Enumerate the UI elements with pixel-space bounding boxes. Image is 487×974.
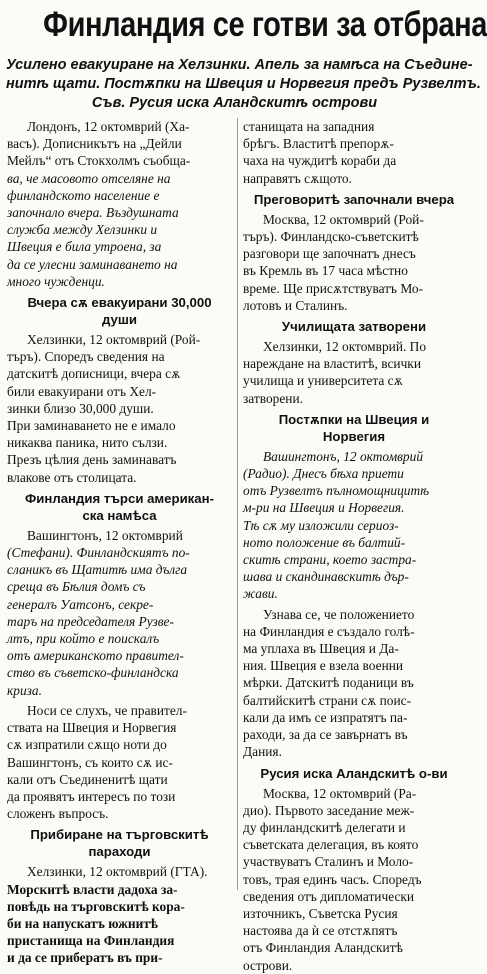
- text-line: датскитѣ дописници, вчера сѫ: [7, 366, 181, 382]
- text-line: Узнава се, че положението: [263, 606, 415, 622]
- text-line: острови.: [243, 957, 293, 973]
- intro-paragraph: [7, 118, 232, 290]
- title-line: Норвегия: [322, 428, 386, 444]
- text-line: ния. Швеция е взела военни: [243, 658, 404, 674]
- text-line: ма уплаха въ Швеция и Да-: [243, 641, 399, 657]
- text-line: станищата на западния: [243, 119, 375, 134]
- text-line: отъ американското правител-: [7, 648, 184, 664]
- text-line: Хелзинки, 12 октомврий. По: [263, 339, 427, 355]
- subheadline-3: Съв. Русия иска Аландскитѣ острови: [91, 95, 378, 111]
- text-line: сведения отъ дипломатически: [243, 888, 415, 904]
- text-line: (Стефани). Финландскиятъ по-: [7, 545, 190, 561]
- text-line: време. Ще присѫтствуватъ Мо-: [243, 280, 424, 296]
- text-line: Тѣ сѫ му изложили сериоз-: [243, 517, 399, 533]
- text-line: генералъ Уатсонъ, секре-: [7, 596, 154, 612]
- text-line: и да се прибератъ въ при-: [7, 950, 163, 966]
- text-line: да се улесни заминаването на: [7, 256, 178, 272]
- text-line: Москва, 12 октомврий (Рой-: [263, 211, 424, 227]
- text-line: ство въ съветско-финландска: [7, 665, 179, 681]
- section-title: [7, 490, 232, 524]
- text-line: лтъ, при който е поискалъ: [7, 631, 160, 647]
- text-line: ното положение въ балтий-: [243, 534, 406, 550]
- text-line: Лондонъ, 12 октомврий (Ха-: [27, 119, 190, 134]
- text-line: нареждане на властитѣ, всички: [243, 356, 421, 372]
- text-line: много чужденци.: [7, 273, 105, 289]
- text-line: Мейлъ“ отъ Стокхолмъ съобща-: [7, 153, 191, 169]
- text-line: Москва, 12 октомврий (Ра-: [263, 785, 417, 801]
- text-line: При заминаването не е имало: [7, 418, 176, 434]
- text-line: чаха на чуждитѣ кораби да: [243, 153, 397, 169]
- column-divider: [237, 118, 238, 890]
- left-column: [7, 118, 232, 966]
- continued-paragraph: [243, 118, 465, 187]
- text-line: служба между Хелзинки и: [7, 222, 158, 238]
- text-line: разговори ще започнатъ днесъ: [243, 246, 416, 262]
- text-line: м-ри на Швеция и Норвегия.: [243, 500, 405, 516]
- text-line: повѣдь на търговскитѣ кора-: [7, 898, 185, 914]
- text-line: участвуватъ Сталинъ и Моло-: [243, 854, 414, 870]
- text-line: да проявятъ интересъ по този: [7, 788, 176, 804]
- section-title: Русия иска Аландскитѣ о-ви: [260, 765, 448, 781]
- text-line: (Радио). Днесъ бѣха приети: [243, 466, 404, 482]
- title-line: Вчера сѫ евакуирани 30,000: [27, 295, 212, 311]
- text-line: таръ на председателя Рузве-: [7, 613, 174, 629]
- title-line: души: [102, 312, 137, 328]
- text-line: криза.: [7, 682, 42, 698]
- text-line: жави.: [243, 586, 278, 602]
- text-line: сланикъ въ Щатитѣ има дълга: [7, 562, 188, 578]
- text-line: среща въ Бѣлия домъ съ: [7, 579, 146, 595]
- text-line: шава и скандинавскитѣ дър-: [243, 569, 409, 585]
- text-line: финландското население е: [7, 187, 160, 203]
- text-line: пристанища на Финландия: [7, 933, 175, 949]
- text-line: затворени.: [243, 390, 303, 406]
- text-line: Швеция е била утроена, за: [7, 239, 162, 255]
- text-line: Хелзинки, 12 октомврий (ГТА).: [27, 864, 208, 880]
- text-line: Вашингтонъ, 12 октомврий: [27, 527, 183, 543]
- text-line: никаква паника, нито сълзи.: [7, 435, 168, 451]
- text-line: търъ). Споредъ сведения на: [7, 349, 165, 365]
- text-line: мѣрки. Датскитѣ поданици въ: [243, 675, 414, 691]
- text-line: Презъ цѣлия день заминаватъ: [7, 452, 177, 468]
- text-line: Дания.: [243, 744, 282, 760]
- text-line: търъ). Финландско-съветскитѣ: [243, 229, 419, 245]
- text-line: източникъ, Съветска Русия: [243, 905, 398, 921]
- section-body: [243, 338, 465, 407]
- text-line: Носи се слухъ, че правител-: [27, 702, 187, 718]
- section-body: [7, 863, 232, 966]
- text-line: васъ). Дописникътъ на „Дейли: [7, 136, 182, 152]
- subheadline-1: Усилено евакуиране на Хелзинки. Апель за намѣса на Съедине-: [6, 57, 473, 73]
- headline: Финландия се готви за отбрана: [43, 5, 487, 44]
- text-line: ствата на Швеция и Норвегия: [7, 720, 177, 736]
- text-line: сложенъ въпросъ.: [7, 806, 109, 822]
- text-line: Вашингтонъ, 12 октомврий: [263, 448, 424, 464]
- text-line: отъ Финландия Аландскитѣ: [243, 940, 403, 956]
- title-line: Постѫпки на Швеция и: [278, 411, 430, 427]
- section-title: [7, 826, 232, 860]
- text-line: Хелзинки, 12 октомврий (Рой-: [27, 332, 201, 348]
- text-line: направятъ сѫщото.: [243, 170, 352, 186]
- section-body: [7, 527, 232, 822]
- text-line: балтийскитѣ страни сѫ поис-: [243, 692, 412, 708]
- text-line: на Финландия е създало голѣ-: [243, 623, 415, 639]
- subheadline-2: нитѣ щати. Постѫпки на Швеция и Норвегия предъ Рузвелтъ.: [6, 76, 481, 92]
- text-line: скитѣ страни, което застра-: [243, 552, 417, 568]
- section-title: [7, 294, 232, 328]
- title-line: параходи: [88, 844, 151, 860]
- section-body: [243, 448, 465, 761]
- right-column: [243, 118, 465, 973]
- text-line: би на напускатъ южнитѣ: [7, 915, 158, 931]
- text-line: брѣгъ. Властитѣ препорѫ-: [243, 136, 394, 152]
- text-line: кали отъ Съединенитѣ щати: [7, 771, 168, 787]
- section-body: [243, 785, 465, 974]
- title-line: ска намѣса: [82, 507, 157, 523]
- text-line: отъ Рузвелтъ пълномощницитѣ: [243, 483, 430, 499]
- text-line: сѫ изпратили сѫщо ноти до: [7, 737, 167, 753]
- text-line: училища и университета сѫ: [243, 373, 403, 389]
- text-line: влакове отъ столицата.: [7, 469, 137, 485]
- text-line: дио). Първото заседание меж-: [243, 802, 415, 818]
- text-line: Вашингтонъ, съ които сѫ ис-: [7, 754, 173, 770]
- text-line: започнало вчера. Въздушната: [7, 205, 179, 221]
- text-line: съветската делегация, въ която: [243, 837, 419, 853]
- text-line: лотовъ и Сталинъ.: [243, 297, 348, 313]
- section-title: Преговоритѣ започнали вчера: [253, 191, 455, 207]
- text-line: кали да имъ се изпратятъ па-: [243, 709, 408, 725]
- text-line: Морскитѣ власти дадоха за-: [7, 881, 178, 897]
- section-body: [243, 211, 465, 314]
- text-line: настоява да ѝ се отстѫпятъ: [243, 923, 398, 939]
- text-line: раходи, за да се завърнатъ въ: [243, 727, 408, 743]
- text-line: ва, че масовото отселяне на: [7, 170, 171, 186]
- text-line: въ Кремль въ 17 часа мѣстно: [243, 263, 408, 279]
- section-title: Училищата затворени: [281, 319, 427, 335]
- section-title: [243, 411, 465, 445]
- text-line: зинки близо 30,000 души.: [7, 400, 154, 416]
- title-line: Финландия търси американ-: [25, 490, 214, 506]
- text-line: товъ, трая единъ часъ. Споредъ: [243, 871, 422, 887]
- text-line: ду финландскитѣ делегати и: [243, 819, 406, 835]
- title-line: Прибиране на търговскитѣ: [30, 827, 209, 843]
- text-line: били евакуирани отъ Хел-: [7, 383, 157, 399]
- section-body: [7, 331, 232, 486]
